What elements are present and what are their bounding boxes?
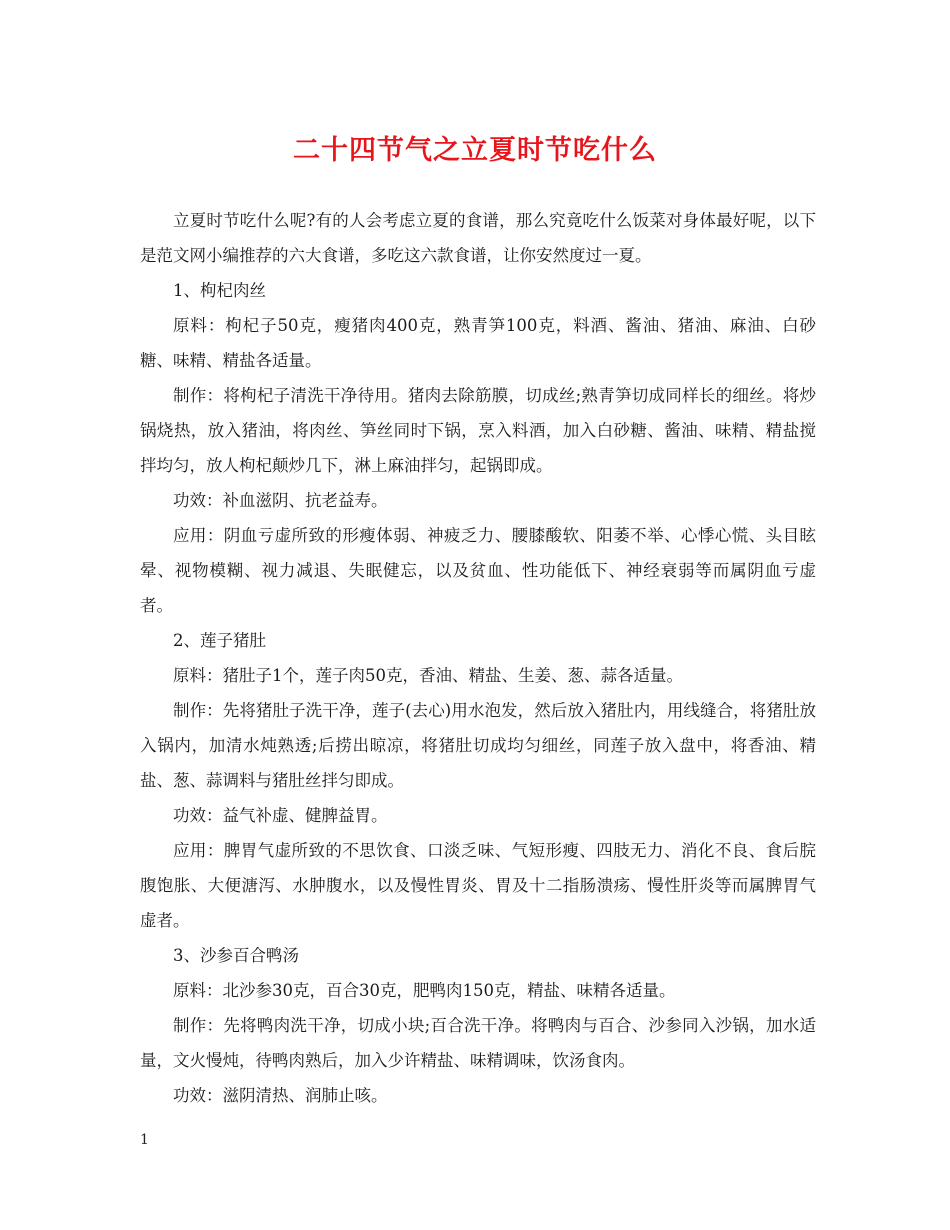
recipe-heading-3: 3、沙参百合鸭汤 <box>173 946 299 965</box>
recipe-2-method: 制作：先将猪肚子洗干净，莲子(去心)用水泡发，然后放入猪肚内，用线缝合，将猪肚放入锅内，加清水炖熟透;后捞出晾凉，将猪肚切成均匀细丝，同莲子放入盘中，将香油、精盐、葱、蒜调料与猪肚丝拌匀即成。 <box>140 701 816 790</box>
recipe-3-ingredients: 原料：北沙参30克，百合30克，肥鸭肉150克，精盐、味精各适量。 <box>173 981 676 1000</box>
recipe-2-effect: 功效：益气补虚、健脾益胃。 <box>173 806 388 825</box>
recipe-3-effect: 功效：滋阴清热、润肺止咳。 <box>173 1086 388 1105</box>
recipe-2-ingredients: 原料：猪肚子1个，莲子肉50克，香油、精盐、生姜、葱、蒜各适量。 <box>173 666 683 685</box>
page-number: 1 <box>140 1132 149 1148</box>
recipe-1-method: 制作：将枸杞子清洗干净待用。猪肉去除筋膜，切成丝;熟青笋切成同样长的细丝。将炒锅烧热，放入猪油，将肉丝、笋丝同时下锅，烹入料酒，加入白砂糖、酱油、味精、精盐搅拌均匀，放人枸杞颠炒几下，淋上麻油拌匀，起锅即成。 <box>140 386 816 475</box>
recipe-1-application: 应用：阴血亏虚所致的形瘦体弱、神疲乏力、腰膝酸软、阳萎不举、心悸心慌、头目眩晕、视物模糊、视力减退、失眠健忘，以及贫血、性功能低下、神经衰弱等而属阴血亏虚者。 <box>140 526 816 615</box>
paragraph-intro: 立夏时节吃什么呢?有的人会考虑立夏的食谱，那么究竟吃什么饭菜对身体最好呢，以下是范文网小编推荐的六大食谱，多吃这六款食谱，让你安然度过一夏。 <box>140 211 816 265</box>
recipe-1-effect: 功效：补血滋阴、抗老益寿。 <box>173 491 388 510</box>
recipe-2-application: 应用：脾胃气虚所致的不思饮食、口淡乏味、气短形瘦、四肢无力、消化不良、食后脘腹饱胀、大便溏泻、水肿腹水，以及慢性胃炎、胃及十二指肠溃疡、慢性肝炎等而属脾胃气虚者。 <box>140 841 816 930</box>
recipe-1-ingredients: 原料：枸杞子50克，瘦猪肉400克，熟青笋100克，料酒、酱油、猪油、麻油、白砂糖、味精、精盐各适量。 <box>140 316 816 370</box>
document-body <box>140 203 816 1113</box>
recipe-heading-1: 1、枸杞肉丝 <box>173 281 266 300</box>
recipe-3-method: 制作：先将鸭肉洗干净，切成小块;百合洗干净。将鸭肉与百合、沙参同入沙锅，加水适量，文火慢炖，待鸭肉熟后，加入少许精盐、味精调味，饮汤食肉。 <box>140 1016 816 1070</box>
document-title: 二十四节气之立夏时节吃什么 <box>293 135 657 166</box>
recipe-heading-2: 2、莲子猪肚 <box>173 631 266 650</box>
